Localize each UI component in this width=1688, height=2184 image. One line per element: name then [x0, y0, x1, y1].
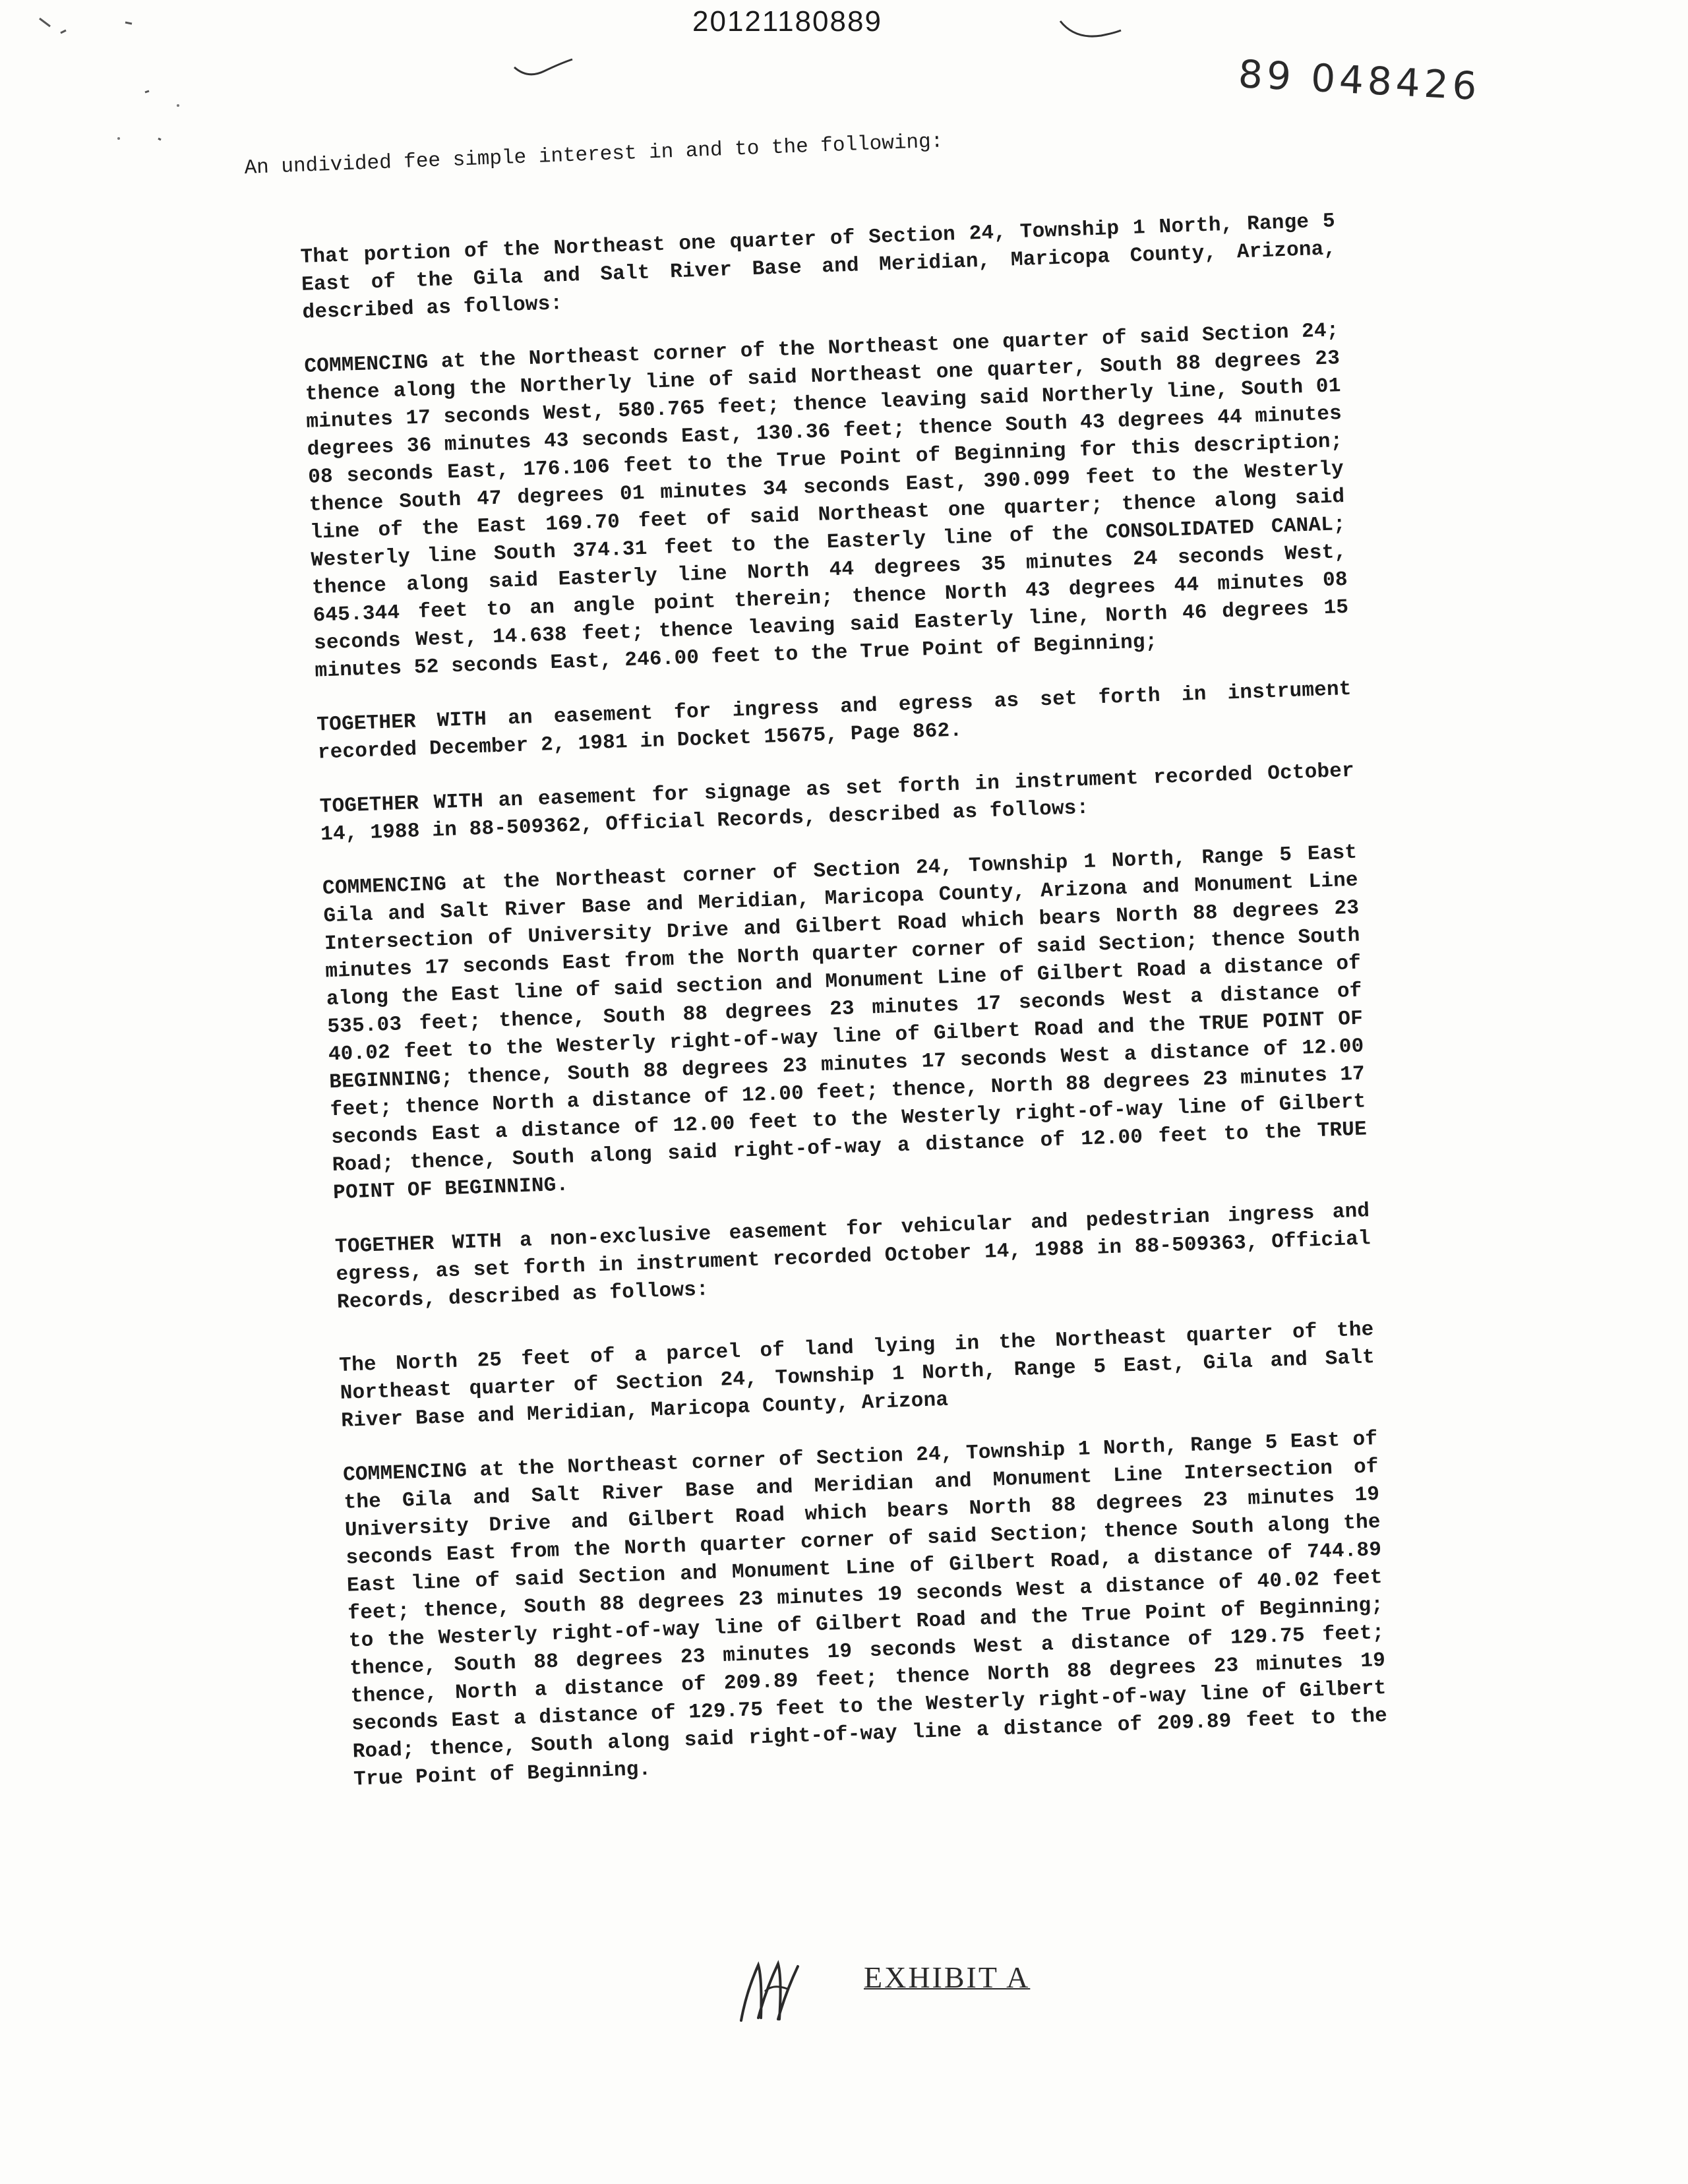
easement-vehicular-paragraph: TOGETHER WITH a non-exclusive easement for vehicular and pedestrian ingress and egress, as set forth in instrument recorded October 14, 1988 in 88-509363, Official Records, described as follows:	[334, 1199, 1372, 1315]
legal-description	[300, 208, 1390, 1820]
commencing-paragraph-signage: COMMENCING at the Northeast corner of Section 24, Township 1 North, Range 5 East Gila and Salt River Base and Meridian, Maricopa County, Arizona and Monument Line Intersection of University Drive and Gilbert Road which bears North 88 degrees 23 minutes 17 seconds East from the North quarter corner of said Section; thence South along the East line of said section and Monument Line of Gilbert Road a distance of 535.03 feet; thence, South 88 degrees 23 minutes 17 seconds West a distance of 40.02 feet to the Westerly right-of-way line of Gilbert Road and the TRUE POINT OF BEGINNING; thence, South 88 degrees 23 minutes 17 seconds West a distance of 12.00 feet; thence North a distance of 12.00 feet; thence, North 88 degrees 23 minutes 17 seconds East a distance of 12.00 feet to the Westerly right-of-way line of Gilbert Road; thence, South along said right-of-way a distance of 12.00 feet to the TRUE POINT OF BEGINNING.	[322, 841, 1368, 1205]
easement-signage-paragraph: TOGETHER WITH an easement for signage as set forth in instrument recorded October 14, 1988 in 88-509362, Official Records, described as follows:	[319, 759, 1355, 847]
scan-stroke-mark	[1055, 13, 1128, 46]
commencing-paragraph-parcel: COMMENCING at the Northeast corner of the Northeast one quarter of said Section 24; thence along the Northerly line of said Northeast one quarter, South 88 degrees 23 minutes 17 seconds West, 580.765 feet; thence leaving said Northerly line, South 01 degrees 36 minutes 43 seconds East, 130.36 feet; thence South 43 degrees 44 minutes 08 seconds East, 176.106 feet to the True Point of Beginning for this description; thence South 47 degrees 01 minutes 34 seconds East, 390.099 feet to the Westerly line of the East 169.70 feet of said Northeast one quarter; thence along said Westerly line South 374.31 feet to the Easterly line of the CONSOLIDATED CANAL; thence along said Easterly line North 44 degrees 35 minutes 24 seconds West, 645.344 feet to an angle point therein; thence North 43 degrees 44 minutes 08 seconds West, 14.638 feet; thence leaving said Easterly line, North 46 degrees 15 minutes 52 seconds East, 246.00 feet to the True Point of Beginning;	[303, 319, 1349, 683]
recording-number: 20121180889	[692, 5, 882, 38]
handwritten-initials	[732, 1952, 811, 2031]
north-25-feet-paragraph: The North 25 feet of a parcel of land lying in the Northeast quarter of the Northeast quarter of Section 24, Township 1 North, Range 5 East, Gila and Salt River Base and Meridian, Maricopa County, Arizona	[338, 1318, 1375, 1433]
commencing-paragraph-vehicular: COMMENCING at the Northeast corner of Section 24, Township 1 North, Range 5 East of the Gila and Salt River Base and Meridian and Monument Line Intersection of University Drive and Gilbert Road which bears North 88 degrees 23 minutes 19 seconds East from the North quarter corner of said Section; thence South along the East line of said Section and Monument Line of Gilbert Road, a distance of 744.89 feet; thence, South 88 degrees 23 minutes 19 seconds West a distance of 40.02 feet to the Westerly right-of-way line of Gilbert Road and the True Point of Beginning; thence, South 88 degrees 23 minutes 19 seconds West a distance of 129.75 feet; thence, North a distance of 209.89 feet; thence North 88 degrees 23 minutes 19 seconds East a distance of 129.75 feet to the Westerly right-of-way line of Gilbert Road; thence, South along said right-of-way line a distance of 209.89 feet to the True Point of Beginning.	[342, 1428, 1388, 1792]
exhibit-label: EXHIBIT A	[864, 1960, 1031, 1994]
scan-speck-marks	[26, 7, 198, 165]
docket-number: 89 048426	[1237, 51, 1482, 109]
easement-ingress-egress-paragraph: TOGETHER WITH an easement for ingress and egress as set forth in instrument recorded December 2, 1981 in Docket 15675, Page 862.	[316, 677, 1352, 765]
intro-line: An undivided fee simple interest in and to the following:	[244, 130, 944, 180]
scan-stroke-mark-2	[508, 53, 580, 86]
parcel-description-paragraph: That portion of the Northeast one quarter of Section 24, Township 1 North, Range 5 East of the Gila and Salt River Base and Meridian, Maricopa County, Arizona, described as follows:	[300, 210, 1337, 324]
